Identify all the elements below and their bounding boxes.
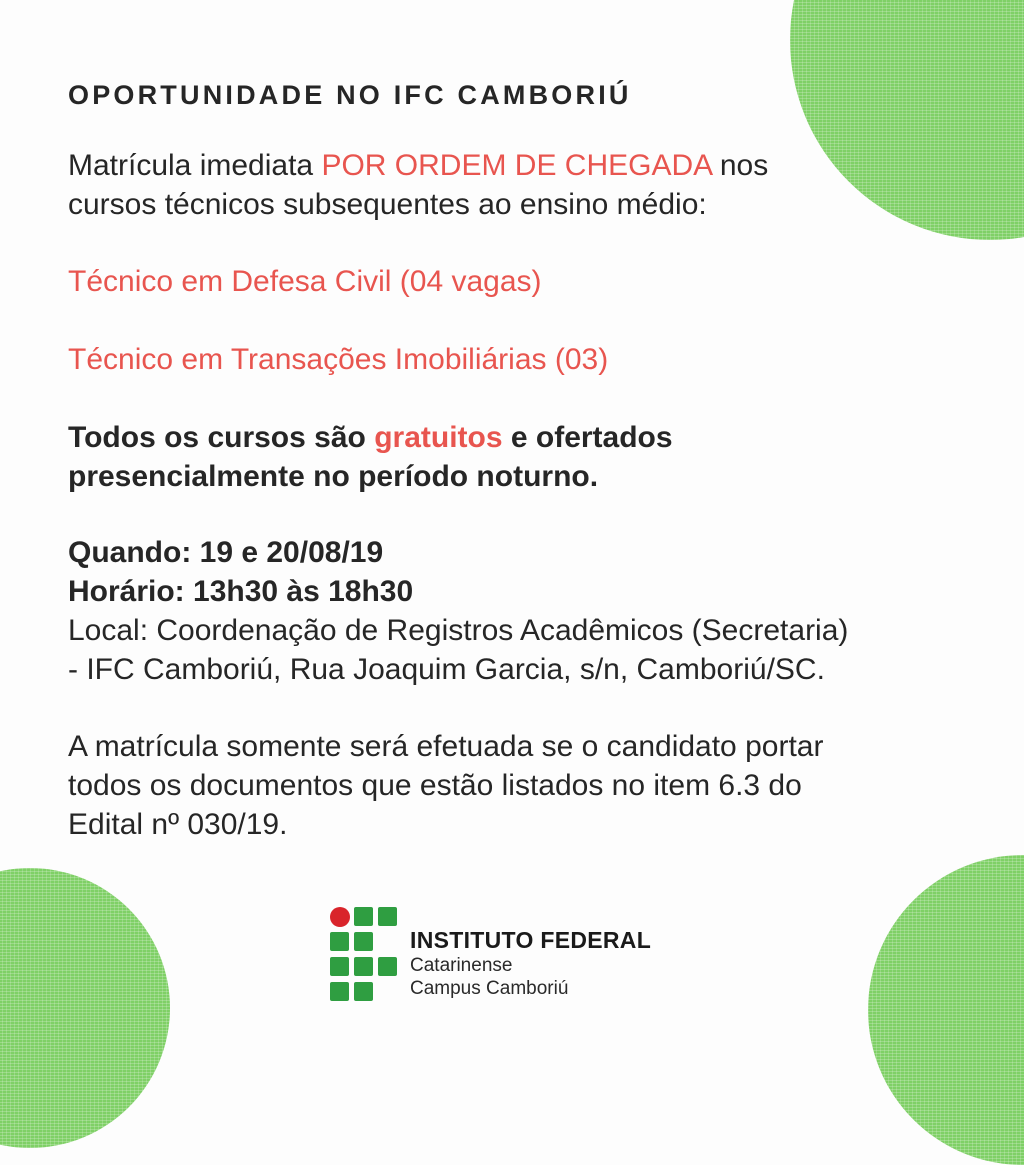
schedule-location-line2: - IFC Camboriú, Rua Joaquim Garcia, s/n, Camboriú/SC. bbox=[68, 653, 825, 686]
free-courses-text bbox=[68, 418, 673, 496]
intro-part2: nos bbox=[711, 149, 769, 182]
institution-sub2: Campus Camboriú bbox=[410, 978, 569, 999]
course-item-defesa-civil: Técnico em Defesa Civil (04 vagas) bbox=[68, 265, 542, 298]
institution-logo bbox=[330, 907, 690, 1002]
free-part1: Todos os cursos são bbox=[68, 421, 375, 454]
schedule-info bbox=[68, 533, 848, 689]
page-title: OPORTUNIDADE NO IFC CAMBORIÚ bbox=[68, 80, 632, 110]
free-line2: presencialmente no período noturno. bbox=[68, 460, 599, 493]
course-item-transacoes-imobiliarias: Técnico em Transações Imobiliárias (03) bbox=[68, 343, 609, 376]
intro-part1: Matrícula imediata bbox=[68, 149, 322, 182]
institution-name: INSTITUTO FEDERAL bbox=[410, 927, 652, 953]
institution-sub1: Catarinense bbox=[410, 955, 513, 976]
schedule-time: Horário: 13h30 às 18h30 bbox=[68, 575, 414, 608]
intro-highlight: POR ORDEM DE CHEGADA bbox=[321, 149, 712, 182]
note-line2: todos os documentos que estão listados no item 6.3 do bbox=[68, 769, 802, 802]
intro-line2: cursos técnicos subsequentes ao ensino médio: bbox=[68, 188, 707, 221]
intro-text bbox=[68, 146, 768, 224]
enrollment-note bbox=[68, 727, 823, 844]
decorative-circle-top-right bbox=[790, 0, 1024, 240]
free-part2: e ofertados bbox=[502, 421, 673, 454]
institution-logo-text bbox=[410, 927, 651, 1000]
schedule-location-line1: Local: Coordenação de Registros Acadêmicos (Secretaria) bbox=[68, 614, 849, 647]
schedule-when: Quando: 19 e 20/08/19 bbox=[68, 536, 384, 569]
note-line3: Edital nº 030/19. bbox=[68, 808, 288, 841]
free-highlight: gratuitos bbox=[374, 421, 503, 454]
note-line1: A matrícula somente será efetuada se o candidato portar bbox=[68, 730, 824, 763]
decorative-circle-bottom-left bbox=[0, 868, 170, 1148]
decorative-circle-bottom-right bbox=[868, 855, 1024, 1165]
institution-logo-icon bbox=[330, 907, 400, 1002]
